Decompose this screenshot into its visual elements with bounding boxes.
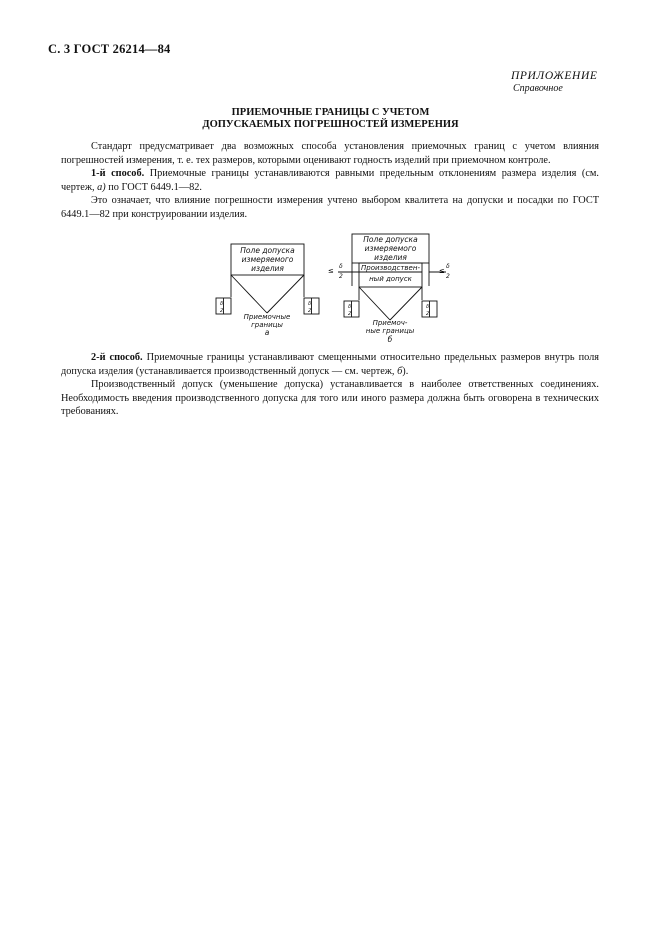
dim-b-left-num: δ <box>339 263 343 270</box>
box-a-line-3: изделия <box>251 264 284 273</box>
dim-b-right-sign: ≤ <box>439 267 445 275</box>
box-b-line-3: изделия <box>374 253 407 262</box>
method-1-ref: а) <box>97 181 106 193</box>
dim-b-right-den: 2 <box>446 273 450 280</box>
label-a-letter: а <box>264 328 270 337</box>
title-line-1: ПРИЕМОЧНЫЕ ГРАНИЦЫ С УЧЕТОМ <box>231 107 430 118</box>
drawing-a <box>216 244 319 337</box>
method-1-text-b: по ГОСТ 6449.1—82. <box>105 181 202 193</box>
marker-a-right-mark-bottom: 2 <box>308 308 312 314</box>
title-line-2: ДОПУСКАЕМЫХ ПОГРЕШНОСТЕЙ ИЗМЕРЕНИЯ <box>202 119 459 130</box>
marker-b-left-mark-top: δ <box>348 304 352 310</box>
paragraph-method-2 <box>61 351 599 378</box>
marker-a-left-mark-bottom: 2 <box>220 308 224 314</box>
dim-b-right-num: δ <box>446 263 450 270</box>
label-a-line-2: границы <box>251 321 283 329</box>
label-b-line-1: Приемоч- <box>372 319 408 327</box>
box-b-line-1: Поле допуска <box>363 235 418 244</box>
method-2-text-a: Приемочные границы устанавливают смещенными относительно предельных размеров внутрь поля допуска изделия (устанавливается производственный допуск — см. чертеж, <box>61 352 599 377</box>
drawing <box>200 228 460 348</box>
appendix-type: Справочное <box>513 83 563 94</box>
paragraph-production-tolerance: Производственный допуск (уменьшение допуска) устанавливается в наиболее ответственных соединениях. Необходимость введения производственного допуска для того или иного размера должна быть оговорена в технических требованиях. <box>61 379 599 417</box>
appendix-title: ПРИЛОЖЕНИЕ <box>511 70 598 82</box>
box-a-line-1: Поле допуска <box>240 246 295 255</box>
method-2-text <box>61 351 599 419</box>
inner-b-line-1: Производствен- <box>361 264 420 272</box>
method-2-lead: 2-й способ. <box>91 352 143 363</box>
label-b-line-2: ные границы <box>365 327 415 335</box>
page-header: С. 3 ГОСТ 26214—84 <box>48 42 171 56</box>
dim-b-left-den: 2 <box>339 273 343 280</box>
dim-b-left-sign: ≤ <box>328 267 334 275</box>
marker-a-right-mark-top: δ <box>308 301 312 307</box>
document-title <box>0 107 661 131</box>
label-a-line-1: Приемочные <box>243 313 291 321</box>
method-1-text-a: Приемочные границы устанавливаются равными предельным отклонениям размера изделия (см. чертеж, <box>61 168 599 193</box>
paragraph-method-1 <box>61 167 599 194</box>
paragraph-meaning: Это означает, что влияние погрешности измерения учтено выбором квалитета на допуски и посадки по ГОСТ 6449.1—82 при конструировании изделия. <box>61 195 599 220</box>
label-b-letter: б <box>387 335 393 344</box>
method-1-lead: 1-й способ. <box>91 168 145 179</box>
marker-a-left-mark-top: δ <box>220 301 224 307</box>
drawing-b <box>328 234 450 344</box>
inner-b-line-2: ный допуск <box>369 275 412 283</box>
intro-text <box>61 140 599 221</box>
box-a-line-2: измеряемого <box>241 255 294 264</box>
appendix-label <box>511 70 601 94</box>
method-2-text-b: ). <box>402 365 409 377</box>
marker-b-right-mark-top: δ <box>426 304 430 310</box>
paragraph-intro: Стандарт предусматривает два возможных способа установления приемочных границ с учетом влияния погрешностей измерения, т. е. тех размеров, которыми оценивают годность изделий при приемочном контроле. <box>61 141 599 166</box>
marker-b-right-mark-bottom: 2 <box>426 311 430 317</box>
box-b-line-2: измеряемого <box>364 244 417 253</box>
method-2-ref: б <box>397 365 403 377</box>
marker-b-left-mark-bottom: 2 <box>348 311 352 317</box>
